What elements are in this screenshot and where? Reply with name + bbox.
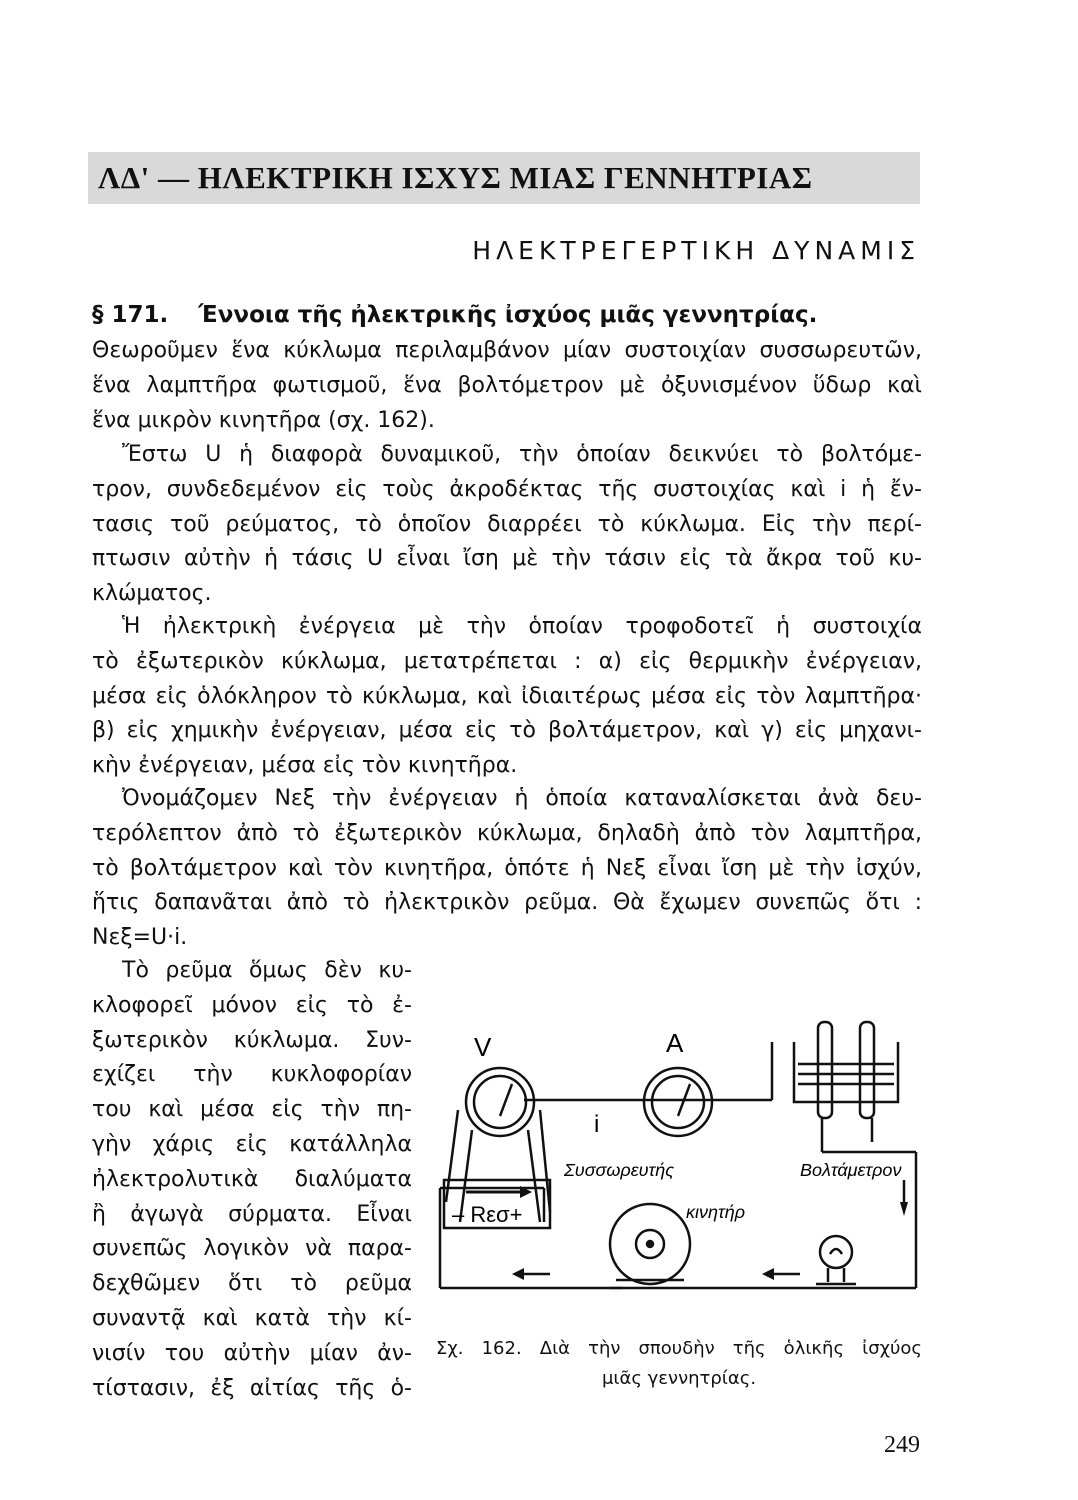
text-line: κὴν ἐνέργειαν, μέσα εἰς τὸν κινητῆρα. [92, 753, 518, 779]
text-line: β) εἰς χημικὴν ἐνέργειαν, μέσα εἰς τὸ βολτάμετρον, καὶ γ) εἰς μηχανι- [92, 718, 922, 744]
figure-caption [436, 1334, 922, 1394]
text-line: τερόλεπτον ἀπὸ τὸ ἐξωτερικὸν κύκλωμα, δηλαδὴ ἀπὸ τὸν λαμπτῆρα, [92, 820, 922, 846]
text-line: εχίζει τὴν κυκλοφορίαν [92, 1062, 412, 1088]
battery-box-label: – Rεσ+ [452, 1202, 523, 1227]
text-line: πτωσιν αὐτὴν ἡ τάσις U εἶναι ἴση μὲ τὴν τάσιν εἰς τὰ ἄκρα τοῦ κυ- [92, 546, 922, 572]
text-line: συναντᾷ καὶ κατὰ τὴν κί- [92, 1305, 412, 1331]
text-line: νισίν του αὐτὴν μίαν ἀν- [92, 1340, 412, 1366]
text-line: Ἔστω U ἡ διαφορὰ δυναμικοῦ, τὴν ὁποίαν δεικνύει τὸ βολτόμε- [122, 442, 922, 467]
voltmeter-label: V [474, 1032, 492, 1062]
arrow-left [762, 1268, 774, 1280]
chapter-subtitle: ΗΛΕΚΤΡΕΓΕΡΤΙΚΗ ΔΥΝΑΜΙΣ [472, 236, 920, 265]
paragraph-3 [92, 610, 922, 784]
circuit-diagram [432, 1012, 922, 1312]
text-line: τίστασιν, ἐξ αἰτίας τῆς ὁ- [92, 1375, 412, 1401]
motor-label: κινητήρ [686, 1202, 746, 1222]
text-line: ἥτις δαπανᾶται ἀπὸ τὸ ἠλεκτρικὸν ρεῦμα. Θὰ ἔχωμεν συνεπῶς ὅτι : [92, 890, 922, 916]
ammeter-label: A [666, 1028, 684, 1058]
text-line: Τὸ ρεῦμα ὅμως δὲν κυ- [122, 958, 412, 983]
text-line: τὸ ἐξωτερικὸν κύκλωμα, μετατρέπεται : α) εἰς θερμικὴν ἐνέργειαν, [92, 648, 922, 674]
text-line: Θεωροῦμεν ἕνα κύκλωμα περιλαμβάνον μίαν συστοιχίαν συσσωρευτῶν, [92, 338, 922, 363]
arrow-left [512, 1268, 524, 1280]
paragraph-4 [92, 782, 922, 956]
caption-line: μιᾶς γεννητρίας. [601, 1368, 757, 1389]
text-line: ἢ ἀγωγὰ σύρματα. Εἶναι [92, 1201, 412, 1227]
paragraph-5 [92, 954, 412, 1406]
text-line: συνεπῶς λογικὸν νὰ παρα- [92, 1236, 412, 1262]
current-label: i [594, 1111, 600, 1138]
voltmeter [446, 1068, 550, 1222]
text-line: κλοφορεῖ μόνον εἰς τὸ ἐ- [92, 992, 412, 1018]
voltameter-apparatus [794, 1022, 898, 1152]
accumulator-label: Συσσωρευτής [564, 1160, 675, 1180]
page-number: 249 [884, 1432, 920, 1458]
section-title: Έννοια τῆς ἠλεκτρικῆς ἰσχύος μιᾶς γεννητρίας. [198, 302, 818, 328]
text-line: τὸ βολτάμετρον καὶ τὸν κινητῆρα, ὁπότε ἡ Νεξ εἶναι ἴση μὲ τὴν ἰσχύν, [92, 855, 922, 881]
text-line: ξωτερικὸν κύκλωμα. Συν- [92, 1027, 412, 1053]
text-line: ἕνα μικρὸν κινητῆρα (σχ. 162). [92, 407, 435, 433]
text-line: Ἡ ἠλεκτρικὴ ἐνέργεια μὲ τὴν ὁποίαν τροφοδοτεῖ ἡ συστοιχία [122, 614, 922, 639]
text-line: του καὶ μέσα εἰς τὴν πη- [92, 1097, 412, 1123]
text-line: ἕνα λαμπτῆρα φωτισμοῦ, ἕνα βολτόμετρον μὲ ὀξυνισμένον ὕδωρ καὶ [92, 372, 922, 398]
text-line: Ὀνομάζομεν Νεξ τὴν ἐνέργειαν ἡ ὁποία καταναλίσκεται ἀνὰ δευ- [122, 786, 922, 811]
paragraph-2 [92, 438, 922, 612]
voltameter-label: Βολτάμετρον [800, 1160, 902, 1180]
lamp [816, 1236, 856, 1284]
text-line: κλώματος. [92, 581, 212, 607]
paragraph-1 [92, 334, 922, 438]
arrow-down [900, 1202, 908, 1216]
ammeter [644, 1068, 712, 1136]
motor [610, 1204, 690, 1288]
text-line: τρον, συνδεδεμένον εἰς τοὺς ἀκροδέκτας τῆς συστοιχίας καὶ i ἡ ἔν- [92, 476, 922, 502]
text-line: ἠλεκτρολυτικὰ διαλύματα [92, 1166, 412, 1192]
text-line: τασις τοῦ ρεύματος, τὸ ὁποῖον διαρρέει τὸ κύκλωμα. Εἰς τὴν περί- [92, 511, 922, 537]
section-number: § 171. [92, 302, 169, 328]
text-line: Νεξ=U·i. [92, 925, 188, 951]
text-line: μέσα εἰς ὁλόκληρον τὸ κύκλωμα, καὶ ἰδιαιτέρως μέσα εἰς τὸν λαμπτῆρα· [92, 683, 922, 709]
text-line: γὴν χάρις εἰς κατάλληλα [92, 1131, 412, 1157]
caption-line: Σχ. 162. Διὰ τὴν σπουδὴν τῆς ὁλικῆς ἰσχύος [436, 1338, 922, 1359]
text-line: δεχθῶμεν ὅτι τὸ ρεῦμα [92, 1271, 412, 1297]
chapter-title: ΛΔ' — ΗΛΕΚΤΡΙΚΗ ΙΣΧΥΣ ΜΙΑΣ ΓΕΝΝΗΤΡΙΑΣ [98, 160, 813, 195]
section-heading [92, 302, 922, 328]
